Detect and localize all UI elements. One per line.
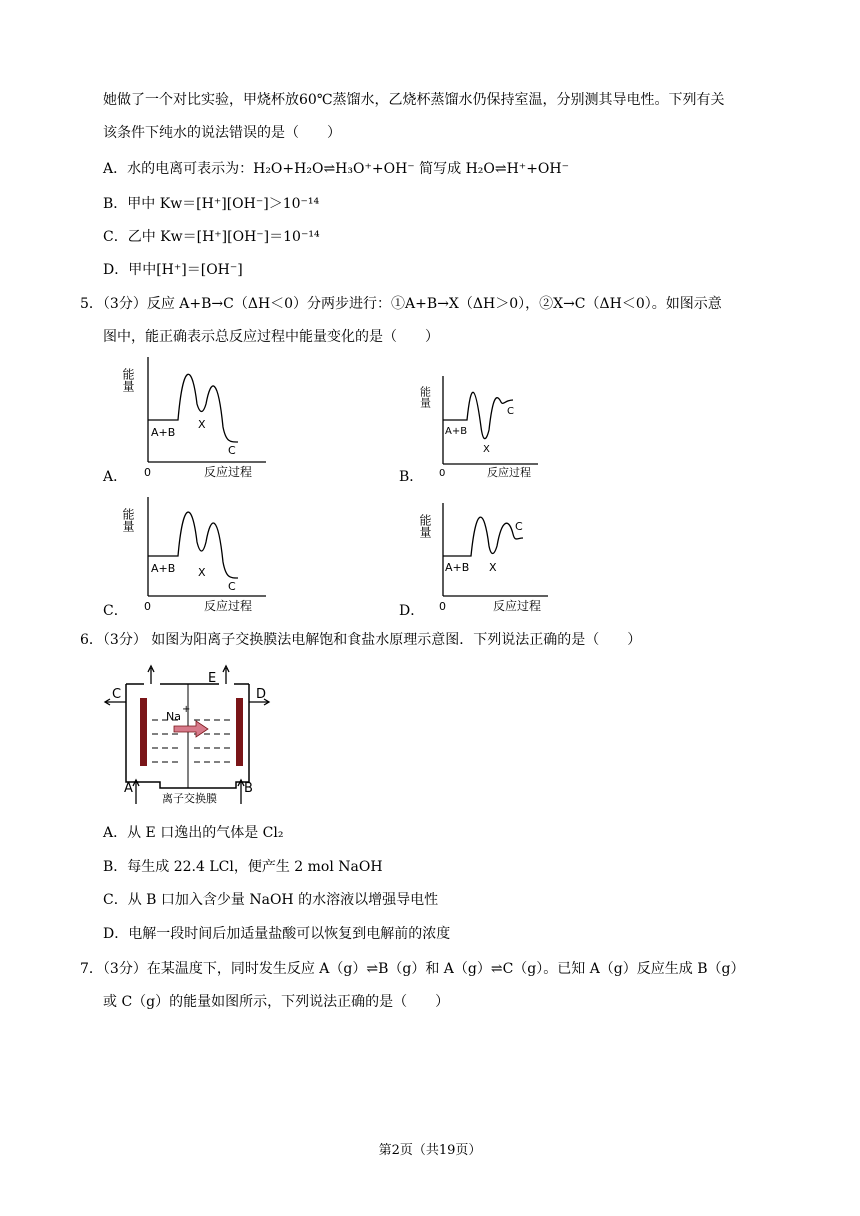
c-label: C xyxy=(228,444,236,457)
q5-option-b-label: B． xyxy=(399,469,424,485)
q4-option-a: A．水的电离可表示为：H₂O+H₂O⇌H₃O⁺+OH⁻ 简写成 H₂O⇌H⁺+OH⁻ xyxy=(103,161,569,177)
energy-diagram-b xyxy=(418,372,543,480)
q6-option-b: B．每生成 22.4 LCl，便产生 2 mol NaOH xyxy=(103,859,383,875)
origin-label: 0 xyxy=(439,468,446,479)
x-axis-label: 反应过程 xyxy=(487,466,531,479)
q7-stem-line2: 或 C（g）的能量如图所示，下列说法正确的是（ ） xyxy=(103,994,450,1010)
q6-option-c: C．从 B 口加入含少量 NaOH 的水溶液以增强导电性 xyxy=(103,892,439,908)
x-label: X xyxy=(489,561,497,574)
c-label: C xyxy=(507,406,514,417)
y-axis-label: 能量 xyxy=(418,514,432,538)
q5-option-d-label: D． xyxy=(399,603,425,619)
q4-option-c: C．乙中 Kw＝[H⁺][OH⁻]＝10⁻¹⁴ xyxy=(103,229,320,245)
energy-diagram-a xyxy=(121,352,276,480)
page-footer: 第2页（共19页） xyxy=(378,1143,482,1158)
port-d-label: D xyxy=(256,687,267,702)
origin-label: 0 xyxy=(439,600,446,613)
q4-stem-line2: 该条件下纯水的说法错误的是（ ） xyxy=(103,125,341,141)
q4-option-b: B．甲中 Kw＝[H⁺][OH⁻]＞10⁻¹⁴ xyxy=(103,196,320,212)
plus-label: + xyxy=(182,704,191,715)
q4-option-d: D．甲中[H⁺]＝[OH⁻] xyxy=(103,262,243,278)
c-label: C xyxy=(228,580,236,593)
q5-stem-line1: 5．（3分）反应 A+B→C（ΔH＜0）分两步进行：①A+B→X（ΔH＞0），②X→C（ΔH＜0）。如图示意 xyxy=(80,296,722,312)
q6-stem: 6．（3分） 如图为阳离子交换膜法电解饱和食盐水原理示意图．下列说法正确的是（ ） xyxy=(80,632,642,648)
energy-curve xyxy=(443,517,523,556)
c-label: C xyxy=(515,520,523,533)
ab-label: A+B xyxy=(445,426,468,437)
port-a-label: A xyxy=(124,781,133,796)
cathode-electrode xyxy=(236,698,243,766)
origin-label: 0 xyxy=(144,466,151,479)
electrolysis-cell-diagram xyxy=(104,664,270,806)
q5-option-a-label: A． xyxy=(103,469,128,485)
port-e-label: E xyxy=(208,671,217,686)
ab-label: A+B xyxy=(151,562,176,575)
x-axis-label: 反应过程 xyxy=(204,465,253,479)
y-axis-label: 能量 xyxy=(121,368,135,392)
x-axis-label: 反应过程 xyxy=(493,599,542,613)
port-c-label: C xyxy=(112,687,122,702)
energy-diagram-c xyxy=(121,492,276,614)
x-axis-label: 反应过程 xyxy=(204,599,253,613)
energy-diagram-d xyxy=(418,498,553,614)
na-ion-arrow-icon xyxy=(174,721,208,737)
origin-label: 0 xyxy=(144,600,151,613)
port-b-label: B xyxy=(244,781,253,796)
q6-option-d: D．电解一段时间后加适量盐酸可以恢复到电解前的浓度 xyxy=(103,926,451,942)
x-label: X xyxy=(198,566,206,579)
x-label: X xyxy=(198,418,206,431)
y-axis-label: 能量 xyxy=(121,508,135,532)
na-label: Na xyxy=(166,710,181,723)
q5-option-c-label: C． xyxy=(103,603,128,619)
ab-label: A+B xyxy=(151,426,176,439)
ab-label: A+B xyxy=(445,561,470,574)
q5-stem-line2: 图中，能正确表示总反应过程中能量变化的是（ ） xyxy=(103,329,439,345)
membrane-label: 离子交换膜 xyxy=(162,792,217,805)
anode-electrode xyxy=(140,698,147,766)
y-axis-label: 能量 xyxy=(418,386,432,408)
q4-stem-line1: 她做了一个对比实验，甲烧杯放60℃蒸馏水，乙烧杯蒸馏水仍保持室温，分别测其导电性。下列有关 xyxy=(103,92,725,108)
q7-stem-line1: 7．（3分）在某温度下，同时发生反应 A（g）⇌B（g）和 A（g）⇌C（g）。已知 A（g）反应生成 B（g） xyxy=(80,961,745,977)
q6-option-a: A．从 E 口逸出的气体是 Cl₂ xyxy=(103,825,284,841)
x-label: X xyxy=(483,444,490,455)
